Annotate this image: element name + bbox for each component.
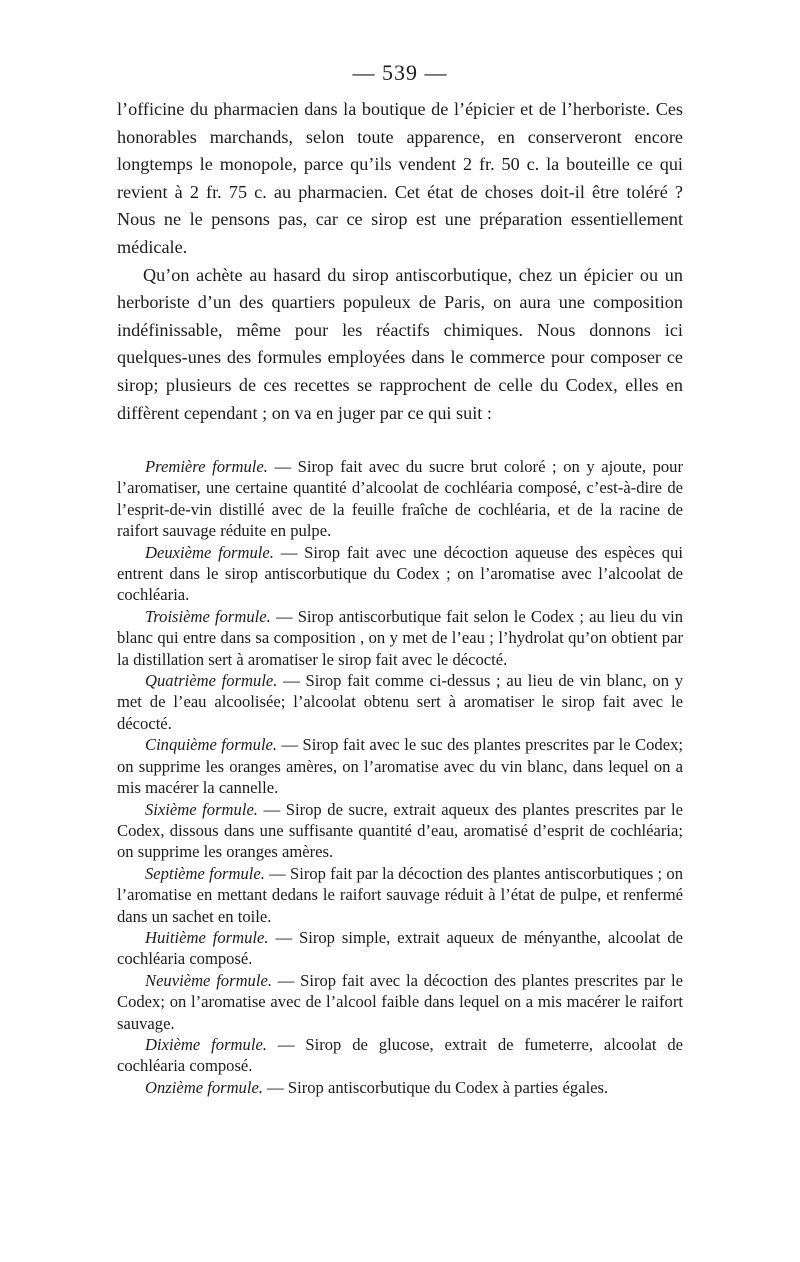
formula-2: [117, 542, 683, 606]
formula-text: — Sirop simple, extrait aqueux de ményanthe, alcoolat de cochléaria composé.: [117, 927, 683, 969]
formula-text: — Sirop antiscorbutique du Codex à parties égales.: [262, 1077, 609, 1097]
formula-text: — Sirop fait avec une décoction aqueuse des espèces qui entrent dans le sirop antiscorbutique du Codex ; on l’aromatise avec l’alcoolat de cochléaria.: [117, 542, 683, 605]
body-text: [117, 96, 683, 427]
paragraph-intro-formulas: Qu’on achète au hasard du sirop antiscorbutique, chez un épicier ou un herboriste d’un des quartiers populeux de Paris, on aura une composition indéfinissable, même pour les réactifs chimiques. Nous donnons ici quelques-unes des formules employées dans le commerce pour composer ce sirop; plusieurs de ces recettes se rapprochent de celle du Codex, elles en diffèrent cependant ; on va en juger par ce qui suit :: [117, 264, 683, 423]
formula-label: Cinquième formule.: [145, 735, 278, 755]
formula-1: [117, 456, 683, 542]
page-number: — 539 —: [352, 60, 448, 85]
paragraph-continuation: l’officine du pharmacien dans la boutique de l’épicier et de l’herboriste. Ces honorables marchands, selon toute apparence, en conserveront encore longtemps le monopole, parce qu’ils vendent 2 fr. 50 c. la bouteille ce qui revient à 2 fr. 75 c. au pharmacien. Cet état de choses doit-il être toléré ? Nous ne le pensons pas, car ce sirop est une préparation essentiellement médicale.: [117, 99, 683, 257]
formula-text: — Sirop fait avec la décoction des plantes prescrites par le Codex; on l’aromatise avec de l’alcool faible dans lequel on a mis macérer le raifort sauvage.: [117, 970, 683, 1033]
formula-9: [117, 970, 683, 1034]
formula-text: — Sirop fait avec du sucre brut coloré ; on y ajoute, pour l’aromatiser, une certaine quantité d’alcoolat de cochléaria composé, c’est-à-dire de l’esprit-de-vin distillé avec de la feuille fraîche de cochléaria, et de la racine de raifort sauvage réduite en pulpe.: [117, 457, 683, 541]
formula-7: [117, 863, 683, 927]
formula-label: Dixième formule.: [145, 1034, 267, 1054]
formula-text: — Sirop fait comme ci-dessus ; au lieu de vin blanc, on y met de l’eau alcoolisée; l’alcoolat obtenu sert à aromatiser le sirop fait avec le décocté.: [117, 671, 683, 733]
formula-label: Septième formule.: [145, 863, 265, 883]
formula-text: — Sirop de glucose, extrait de fumeterre, alcoolat de cochléaria composé.: [117, 1034, 683, 1076]
formula-4: [117, 670, 683, 734]
formula-10: [117, 1034, 683, 1077]
formula-label: Première formule.: [145, 457, 268, 476]
formula-8: [117, 927, 683, 970]
formula-text: — Sirop de sucre, extrait aqueux des plantes prescrites par le Codex, dissous dans une suffisante quantité d’eau, aromatisé d’esprit de cochléaria; on supprime les oranges amères.: [117, 799, 683, 862]
formula-label: Huitième formule.: [145, 927, 269, 947]
formula-6: [117, 799, 683, 863]
formula-label: Deuxième formule.: [145, 542, 274, 562]
formula-text: — Sirop fait avec le suc des plantes prescrites par le Codex; on supprime les oranges amères, on l’aromatise avec du vin blanc, dans lequel on a mis macérer la cannelle.: [117, 735, 683, 798]
formula-list: [117, 456, 683, 1098]
formula-label: Sixième formule.: [145, 799, 258, 819]
formula-label: Neuvième formule.: [145, 970, 272, 990]
formula-label: Troisième formule.: [145, 606, 271, 626]
formula-label: Onzième formule.: [145, 1077, 263, 1097]
formula-11: [117, 1077, 683, 1098]
formula-text: — Sirop antiscorbutique fait selon le Codex ; au lieu du vin blanc qui entre dans sa composition , on y met de l’eau ; l’hydrolat qu’on obtient par la distillation sert à aromatiser le sirop fait avec le décocté.: [117, 606, 683, 669]
formula-label: Quatrième formule.: [145, 671, 278, 691]
formula-3: [117, 606, 683, 670]
formula-text: — Sirop fait par la décoction des plantes antiscorbutiques ; on l’aromatise en mettant dedans le raifort sauvage réduit à l’état de pulpe, et renfermé dans un sachet en toile.: [117, 863, 683, 926]
formula-5: [117, 734, 683, 798]
